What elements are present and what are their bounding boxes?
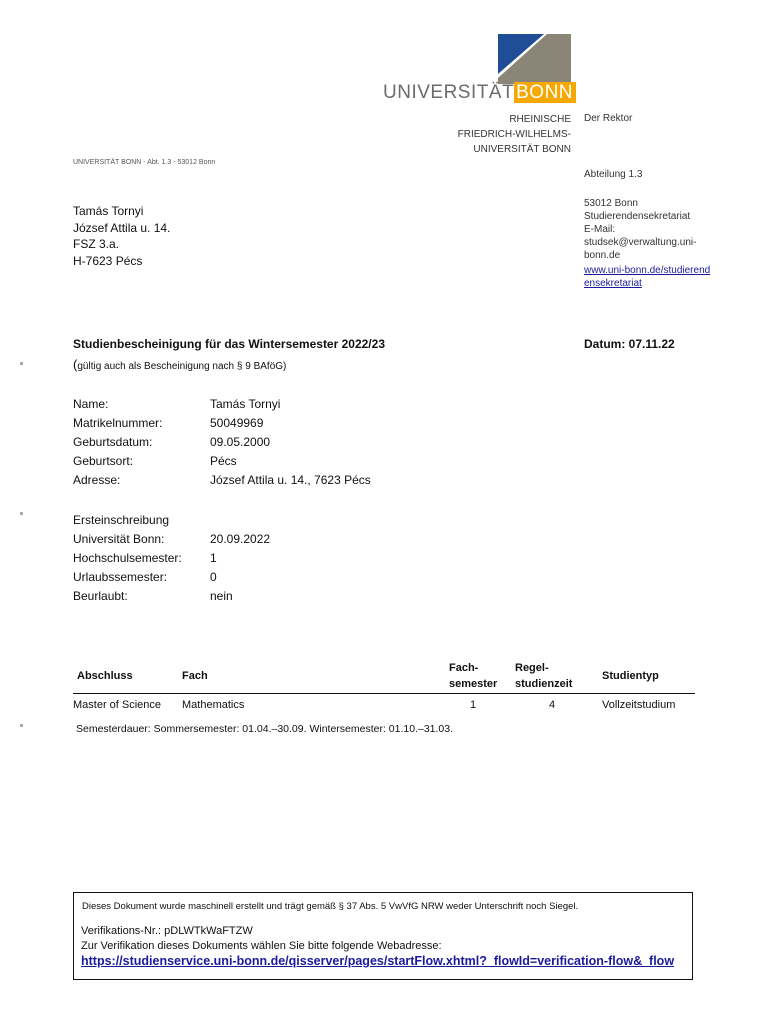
email-line-2: bonn.de — [584, 250, 621, 261]
verification-box — [73, 892, 693, 980]
field-value: Pécs — [210, 454, 237, 468]
website-link-line-2[interactable]: ensekretariat — [584, 278, 642, 289]
email-line-1: studsek@verwaltung.uni- — [584, 237, 697, 248]
field-label: Universität Bonn: — [73, 532, 165, 546]
website-link-line-1[interactable]: www.uni-bonn.de/studierend — [584, 265, 711, 276]
field-label: Beurlaubt: — [73, 589, 128, 603]
personal-row — [73, 433, 371, 452]
logo-bonn: BONN — [514, 82, 576, 103]
personal-row — [73, 471, 371, 490]
cell-fachsemester: 1 — [470, 699, 477, 711]
cell-studientyp: Vollzeitstudium — [602, 699, 676, 711]
field-label: Hochschulsemester: — [73, 551, 182, 565]
logo-word: UNIVERSITÄT — [383, 82, 515, 103]
recipient-street: József Attila u. 14. — [73, 220, 171, 235]
document-subtitle — [73, 357, 286, 372]
degree-table — [73, 660, 695, 716]
verification-link[interactable]: https://studienservice.uni-bonn.de/qisserver/pages/startFlow.xhtml?_flowId=verification-flow&_flow — [81, 954, 675, 968]
header-studientyp: Studientyp — [602, 670, 659, 682]
email-label: E-Mail: — [584, 224, 616, 235]
field-label: Urlaubssemester: — [73, 570, 168, 584]
field-label: Geburtsdatum: — [73, 435, 153, 449]
recipient-extra: FSZ 3.a. — [73, 237, 120, 251]
header-fach: Fach — [182, 670, 208, 682]
header-fachsemester-1: Fach- — [449, 662, 479, 674]
semester-note: Semesterdauer: Sommersemester: 01.04.–30.09. Wintersemester: 01.10.–31.03. — [76, 723, 454, 735]
field-label: Geburtsort: — [73, 454, 134, 468]
sender-line: UNIVERSITÄT BONN - Abt. 1.3 - 53012 Bonn — [73, 159, 216, 166]
recipient-address — [73, 203, 170, 269]
field-label: Adresse: — [73, 473, 121, 487]
margin-marker — [20, 724, 23, 727]
personal-data — [73, 395, 371, 490]
subtitle-text: gültig auch als Bescheinigung nach § 9 BAföG) — [77, 361, 287, 372]
uni-line-3: UNIVERSITÄT BONN — [473, 144, 571, 155]
field-label: Matrikelnummer: — [73, 416, 163, 430]
enrollment-row — [73, 549, 270, 568]
rektor-label: Der Rektor — [584, 113, 633, 124]
recipient-name: Tamás Tornyi — [73, 204, 144, 218]
margin-marker — [20, 362, 23, 365]
office-name: Studierendensekretariat — [584, 211, 691, 222]
document-date: Datum: 07.11.22 — [584, 337, 675, 351]
university-full-name — [430, 112, 571, 157]
enrollment-row — [73, 530, 270, 549]
header-regelstudienzeit-2: studienzeit — [515, 678, 573, 690]
subtitle-paren: ( — [73, 357, 78, 372]
field-label: Name: — [73, 397, 109, 411]
field-value: 1 — [210, 551, 217, 565]
table-header — [73, 660, 695, 694]
cell-abschluss: Master of Science — [73, 699, 162, 711]
cell-regelstudienzeit: 4 — [549, 699, 556, 711]
uni-line-1: RHEINISCHE — [509, 114, 571, 125]
header-abschluss: Abschluss — [77, 670, 133, 682]
uni-line-2: FRIEDRICH-WILHELMS- — [457, 129, 571, 140]
margin-marker — [20, 512, 23, 515]
office-city: 53012 Bonn — [584, 198, 638, 209]
enrollment-row — [73, 587, 270, 606]
table-row — [73, 694, 695, 716]
field-value: József Attila u. 14., 7623 Pécs — [210, 473, 371, 487]
recipient-city: H-7623 Pécs — [73, 253, 143, 268]
cell-fach: Mathematics — [182, 699, 245, 711]
abteilung-label: Abteilung 1.3 — [584, 169, 643, 180]
personal-row — [73, 452, 371, 471]
enrollment-row — [73, 568, 270, 587]
enrollment-data — [73, 511, 270, 606]
field-value: 50049969 — [210, 416, 264, 430]
field-value: Tamás Tornyi — [210, 397, 281, 411]
verification-note: Dieses Dokument wurde maschinell erstellt und trägt gemäß § 37 Abs. 5 VwVfG NRW weder Unterschrift noch Siegel. — [82, 901, 579, 912]
enrollment-heading: Ersteinschreibung — [73, 513, 170, 527]
office-contact — [584, 197, 710, 290]
field-value: 20.09.2022 — [210, 532, 271, 546]
university-logo-graphic — [498, 34, 571, 84]
verification-number: Verifikations-Nr.: pDLWTkWaFTZW — [81, 925, 253, 937]
personal-row — [73, 395, 371, 414]
document-title: Studienbescheinigung für das Wintersemester 2022/23 — [73, 337, 385, 351]
verification-instructions: Zur Verifikation dieses Dokuments wählen Sie bitte folgende Webadresse: — [81, 940, 442, 952]
field-value: 09.05.2000 — [210, 435, 271, 449]
university-logo-text — [383, 82, 576, 104]
field-value: nein — [210, 589, 233, 603]
header-regelstudienzeit-1: Regel- — [515, 662, 549, 674]
header-fachsemester-2: semester — [449, 678, 498, 690]
field-value: 0 — [210, 570, 217, 584]
personal-row — [73, 414, 371, 433]
